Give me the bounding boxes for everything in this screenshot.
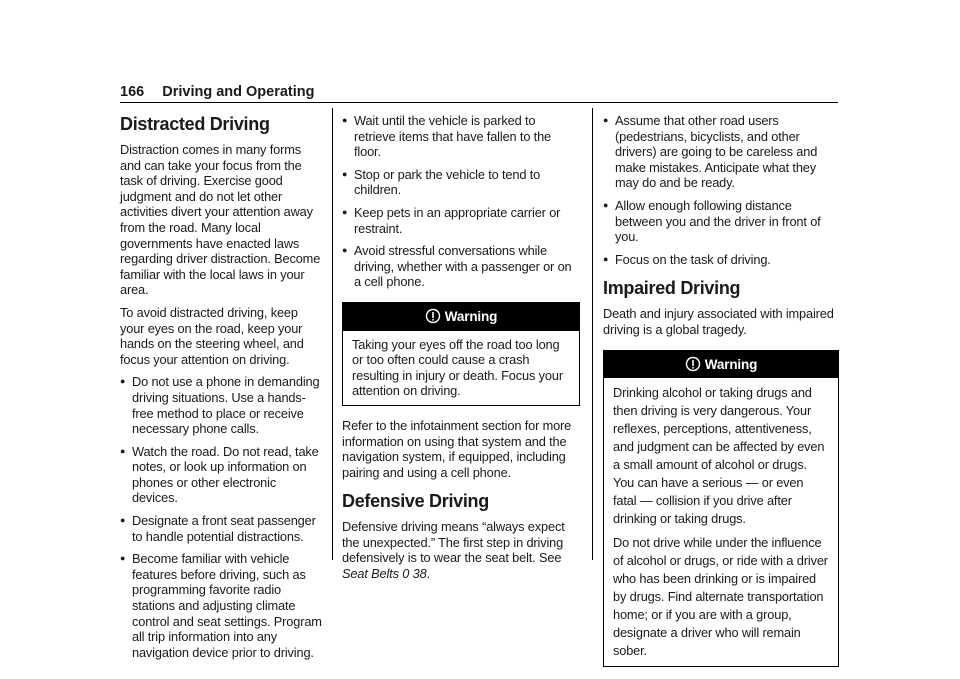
header-rule — [120, 102, 838, 103]
warning-icon — [685, 356, 701, 372]
list-item: ● Wait until the vehicle is parked to retrieve items that have fallen to the floor. — [342, 113, 552, 160]
bullet-icon: ● — [603, 115, 609, 125]
bullet-icon: ● — [120, 445, 126, 456]
bullet-icon: ● — [120, 515, 126, 526]
warning-title: Warning — [704, 356, 758, 372]
bullet-icon: ● — [342, 115, 348, 125]
bullet-icon: ● — [120, 376, 126, 387]
bullet-icon: ● — [342, 206, 348, 217]
list-item: ● Become familiar with vehicle features before driving, such as programming favorite radio stations and adjusting climate control and seat settings. Program all trip information into any navigation device prior to driving. — [120, 551, 322, 660]
bullet-icon: ● — [342, 168, 348, 179]
paragraph: To avoid distracted driving, keep your eyes on the road, keep your hands on the steering wheel, and focus your attention on driving. — [120, 304, 304, 367]
bullet-icon: ● — [603, 253, 609, 264]
bullet-list — [120, 374, 324, 660]
warning-header — [604, 351, 838, 379]
warning-text: Do not drive while under the influence of alcohol or drugs, or ride with a driver who has been drinking or is impaired by drugs. Find alternate transportation home; or if you are with a group, designate a driver who will remain sober. — [613, 535, 828, 659]
warning-box — [342, 302, 580, 406]
heading-impaired-driving: Impaired Driving — [603, 278, 741, 299]
list-item: ● Stop or park the vehicle to tend to children. — [342, 166, 541, 198]
section-title: Driving and Operating — [162, 84, 315, 100]
warning-title: Warning — [444, 308, 498, 324]
paragraph: Defensive driving means “always expect the unexpected.” The first step in driving defensively is to wear the seat belt. See Seat Belts 0 38. — [342, 519, 565, 582]
list-item: ● Do not use a phone in demanding driving situations. Use a hands-free method to place or receive necessary phone calls. — [120, 374, 320, 437]
column-divider — [592, 108, 593, 560]
bullet-icon: ● — [603, 199, 609, 210]
heading-distracted-driving: Distracted Driving — [120, 114, 270, 134]
warning-box — [603, 350, 839, 668]
list-item: ● Designate a front seat passenger to handle potential distractions. — [120, 513, 316, 544]
page-number: 166 — [120, 84, 145, 100]
column-divider — [332, 108, 333, 560]
arrow-icon: 0 — [402, 566, 410, 582]
list-item: ● Keep pets in an appropriate carrier or restraint. — [342, 204, 561, 236]
list-item: ● Focus on the task of driving. — [603, 251, 771, 267]
paragraph: Distraction comes in many forms and can take your focus from the task of driving. Exercise good judgment and do not let other activities divert your attention away from the road. Many local governments have enacted laws regarding driver distraction. Become familiar with the local laws in your area. — [120, 142, 321, 298]
warning-body — [604, 378, 838, 666]
paragraph: Refer to the infotainment section for more information on using that system and the navigation system, if equipped, including pairing and using a cell phone. — [342, 417, 572, 480]
bullet-list — [342, 113, 580, 290]
list-item: ● Watch the road. Do not read, take notes, or look up information on phones or other electronic devices. — [120, 443, 319, 506]
bullet-list — [603, 113, 839, 267]
page-header — [120, 84, 315, 100]
column-3 — [603, 113, 839, 679]
warning-text: Drinking alcohol or taking drugs and then driving is very dangerous. Your reflexes, perceptions, attentiveness, and judgment can be affected by even a small amount of alcohol or drugs. You can have a serious — or even fatal — collision if you drive after drinking or taking drugs. — [613, 385, 825, 527]
warning-body — [343, 331, 579, 405]
list-item: ● Allow enough following distance between you and the driver in front of you. — [603, 197, 821, 245]
warning-text: Taking your eyes off the road too long or too often could cause a crash resulting in injury or death. Focus your attention on driving. — [352, 336, 563, 399]
list-item: ● Assume that other road users (pedestrians, bicyclists, and other drivers) are going to be careless and make mistakes. Anticipate what they may do and be ready. — [603, 113, 818, 191]
column-1 — [120, 113, 324, 667]
list-item: ● Avoid stressful conversations while driving, whether with a passenger or on a cell phone. — [342, 243, 572, 290]
bullet-icon: ● — [120, 553, 126, 564]
seat-belts-link[interactable]: Seat Belts 0 38 — [342, 566, 427, 582]
heading-defensive-driving: Defensive Driving — [342, 491, 489, 512]
paragraph: Death and injury associated with impaired driving is a global tragedy. — [603, 306, 834, 337]
warning-icon — [425, 308, 441, 324]
column-2 — [342, 113, 580, 589]
bullet-icon: ● — [342, 245, 348, 256]
warning-header — [343, 303, 579, 331]
